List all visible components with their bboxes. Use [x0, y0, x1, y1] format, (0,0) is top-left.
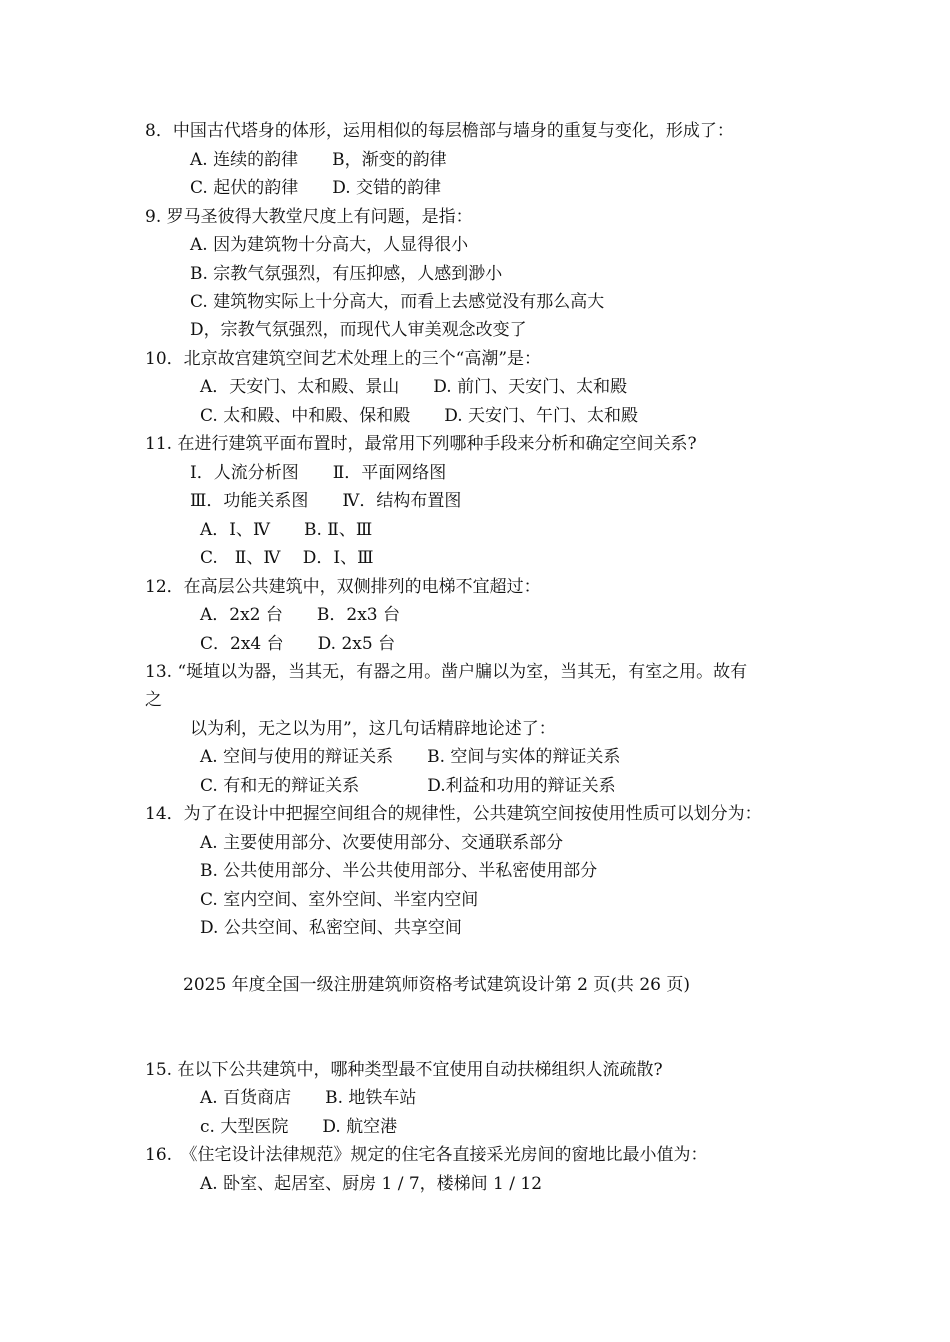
question-9-option-c: C. 建筑物实际上十分高大，而看上去感觉没有那么高大 — [190, 292, 605, 312]
question-13-option-line: A. 空间与使用的辩证关系 B. 空间与实体的辩证关系 — [200, 747, 621, 767]
question-10-option-line: A．天安门、太和殿、景山 D. 前门、天安门、太和殿 — [200, 377, 628, 397]
question-16-stem: 16. 《住宅设计法律规范》规定的住宅各直接采光房间的窗地比最小值为： — [145, 1145, 708, 1165]
question-8-stem: 8．中国古代塔身的体形，运用相似的每层檐部与墙身的重复与变化，形成了： — [145, 121, 734, 141]
question-14-option-a: A. 主要使用部分、次要使用部分、交通联系部分 — [200, 833, 564, 853]
question-9-option-a: A. 因为建筑物十分高大，人显得很小 — [190, 235, 469, 255]
question-11-stem: 11. 在进行建筑平面布置时，最常用下列哪种手段来分析和确定空间关系? — [145, 434, 697, 454]
question-14-stem: 14．为了在设计中把握空间组合的规律性，公共建筑空间按使用性质可以划分为： — [145, 804, 762, 824]
question-9-option-b: B. 宗教气氛强烈，有压抑感，人感到渺小 — [190, 264, 503, 284]
question-13-stem-continuation: 以为利，无之以为用”，这几句话精辟地论述了： — [190, 719, 556, 739]
question-8-option-line: A. 连续的韵律 B，渐变的韵律 — [190, 150, 447, 170]
question-9-option-d: D，宗教气氛强烈，而现代人审美观念改变了 — [190, 320, 527, 340]
question-10-option-line: C. 太和殿、中和殿、保和殿 D. 天安门、午门、太和殿 — [200, 406, 639, 426]
question-13-stem-wrap: 之 — [145, 690, 162, 710]
question-13-option-line: C. 有和无的辩证关系 D.利益和功用的辩证关系 — [200, 776, 616, 796]
question-10-stem: 10．北京故宫建筑空间艺术处理上的三个“高潮”是： — [145, 349, 542, 369]
question-11-item-line: Ⅰ．人流分析图 Ⅱ．平面网络图 — [190, 463, 447, 483]
question-12-stem: 12．在高层公共建筑中，双侧排列的电梯不宜超过： — [145, 577, 541, 597]
question-8-option-line: C. 起伏的韵律 D. 交错的韵律 — [190, 178, 442, 198]
page-footer: 2025 年度全国一级注册建筑师资格考试建筑设计第 2 页(共 26 页) — [183, 975, 690, 995]
question-15-option-line: A. 百货商店 B. 地铁车站 — [200, 1088, 417, 1108]
question-11-option-line: C. Ⅱ、Ⅳ D．Ⅰ、Ⅲ — [200, 548, 374, 568]
question-13-stem: 13. “埏埴以为器，当其无，有器之用。凿户牖以为室，当其无，有室之用。故有 — [145, 662, 748, 682]
question-15-stem: 15. 在以下公共建筑中，哪种类型最不宜使用自动扶梯组织人流疏散? — [145, 1060, 663, 1080]
question-12-option-line: A．2x2 台 B．2x3 台 — [200, 605, 401, 625]
question-12-option-line: C．2x4 台 D. 2x5 台 — [200, 634, 396, 654]
question-16-option-a: A. 卧室、起居室、厨房 1 / 7，楼梯间 1 / 12 — [200, 1174, 543, 1194]
question-14-option-c: C. 室内空间、室外空间、半室内空间 — [200, 890, 479, 910]
question-11-item-line: Ⅲ．功能关系图 Ⅳ．结构布置图 — [190, 491, 462, 511]
question-14-option-d: D. 公共空间、私密空间、共享空间 — [200, 918, 462, 938]
question-14-option-b: B. 公共使用部分、半公共使用部分、半私密使用部分 — [200, 861, 598, 881]
question-15-option-line: c. 大型医院 D. 航空港 — [200, 1117, 398, 1137]
question-11-option-line: A．Ⅰ、Ⅳ B. Ⅱ、Ⅲ — [200, 520, 373, 540]
question-9-stem: 9. 罗马圣彼得大教堂尺度上有问题，是指： — [145, 207, 473, 227]
